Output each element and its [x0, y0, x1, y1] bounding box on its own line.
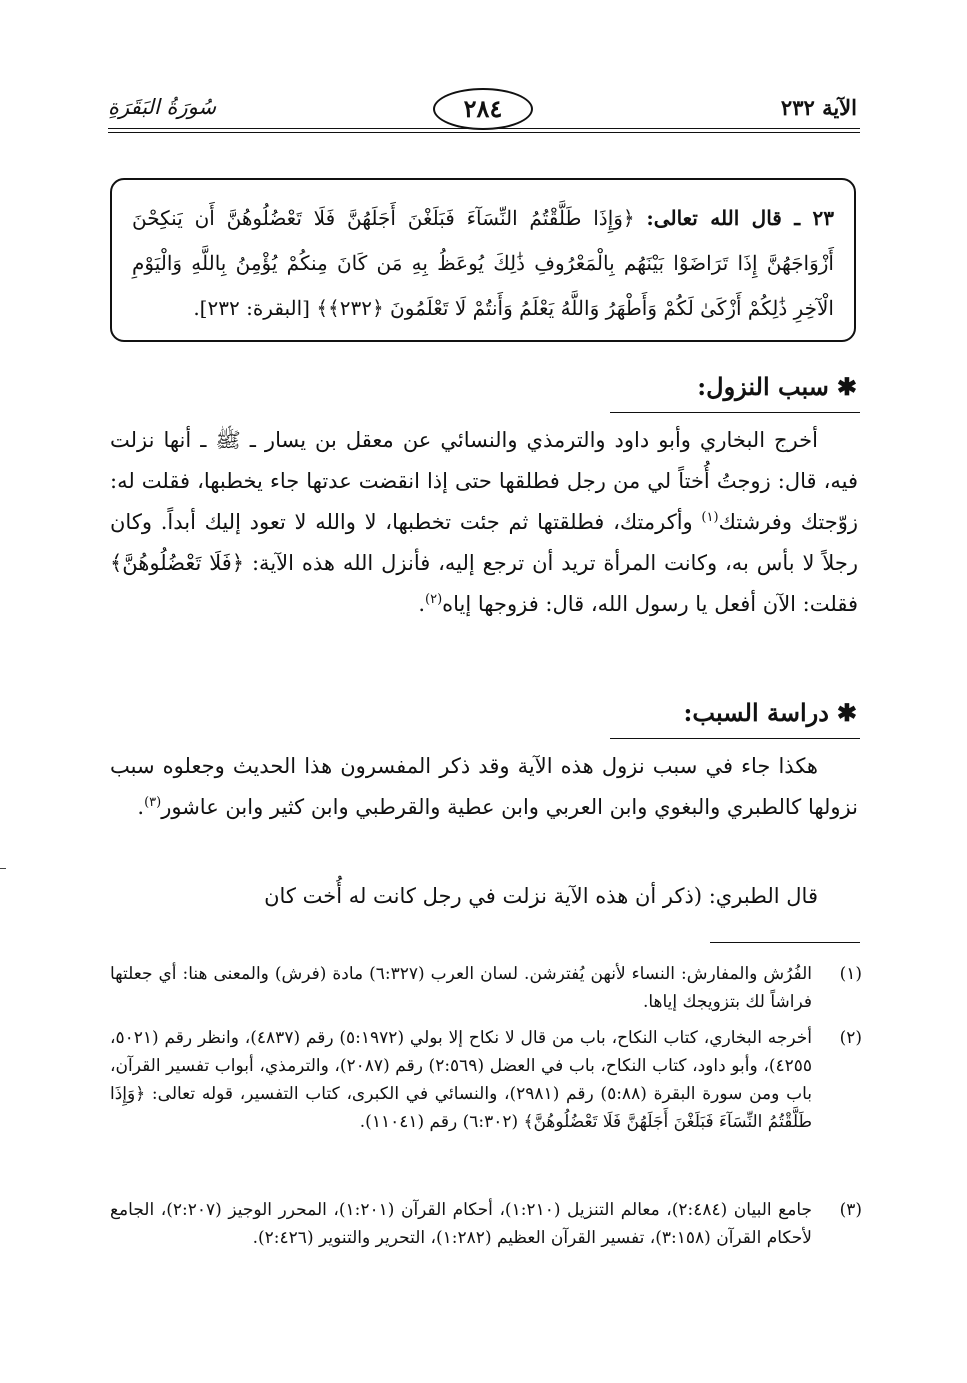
heading-underline: [610, 412, 860, 413]
study-paragraph: [110, 746, 858, 828]
para-text: أخرج البخاري وأبو داود والترمذي والنسائي عن معقل بن يسار ـ ﷺ ـ أنها نزلت فيه، قال: زوجتُ أُختاً لي من رجل فطلقها حتى إذا انقضت عدتها جاء يخطبها، فقلت له: زوّجتك وفرشتك: [110, 428, 858, 534]
star-bullet-icon: ✱: [836, 698, 857, 727]
heading-text: سبب النزول:: [697, 372, 829, 401]
footnote-text: جامع البيان (٢:٤٨٤)، معالم التنزيل (١:٢١٠)، أحكام القرآن (١:٢٠١)، المحرر الوجيز (٢:٢٠٧)، الجامع لأحكام القرآن (٣:١٥٨)، تفسير القرآن العظيم (١:٢٨٢)، التحرير والتنوير (٢:٤٢٦).: [110, 1200, 813, 1248]
footnote-text: الفُرُش والمفارش: النساء لأنهن يُفترشن. لسان العرب (٦:٣٢٧) مادة (فرش) والمعنى هنا: أي جعلتها فراشاً لك بتزويجك إياها.: [110, 964, 813, 1012]
surah-name: سُورَةُ البَقَرَةِ: [108, 95, 217, 119]
ayah-label: الآية ٢٣٢: [780, 95, 857, 120]
footnote-text: أخرجه البخاري، كتاب النكاح، باب من قال لا نكاح إلا بولي (٥:١٩٧٢) رقم (٤٨٣٧)، وانظر رقم (٥٠٢١، ٤٢٥٥)، وأبو داود، كتاب النكاح، باب في العضل (٢:٥٦٩) رقم (٢٠٨٧)، والترمذي، أبواب تفسير القرآن، باب ومن سورة البقرة (٥:٨٨) رقم (٢٩٨١)، والنسائي في الكبرى، كتاب التفسير، قوله تعالى: ﴿وَإِذَا طَلَّقْتُمُ النِّسَآءَ فَبَلَغْنَ أَجَلَهُنَّ فَلَا تَعْضُلُوهُنَّ﴾ (٦:٣٠٢) رقم (١١٠٤١).: [110, 1028, 813, 1132]
footnote-3: [110, 1196, 862, 1252]
page-number: ٢٨٤: [433, 88, 533, 130]
heading-underline: [610, 738, 860, 739]
verse-text: ﴿وَإِذَا طَلَّقْتُمُ النِّسَآءَ فَبَلَغْنَ أَجَلَهُنَّ فَلَا تَعْضُلُوهُنَّ أَن يَنكِحْنَ أَزْوَاجَهُنَّ إِذَا تَرَاضَوْا بَيْنَهُم بِالْمَعْرُوفِ ذَٰلِكَ يُوعَظُ بِهِ مَن كَانَ مِنكُمْ يُؤْمِنُ بِاللَّهِ وَالْيَوْمِ الْآخِرِ ذَٰلِكُمْ أَزْكَىٰ لَكُمْ وَأَطْهَرُ وَاللَّهُ يَعْلَمُ وَأَنتُمْ لَا تَعْلَمُونَ ﴿٢٣٢﴾﴾: [132, 206, 834, 320]
header-rule: [108, 128, 860, 129]
footnote-number: (٢): [839, 1028, 862, 1048]
footnote-ref-2[interactable]: (٢): [425, 592, 443, 607]
heading-text: دراسة السبب:: [683, 698, 829, 727]
star-bullet-icon: ✱: [836, 372, 857, 401]
verse-citation: [البقرة: ٢٣٢].: [193, 296, 310, 320]
verse-box: [110, 178, 856, 342]
footnote-ref-1[interactable]: (١): [701, 510, 719, 525]
footnote-number: (٣): [839, 1200, 862, 1220]
footnote-number: (١): [839, 964, 862, 984]
footnote-ref-3[interactable]: (٣): [144, 795, 162, 810]
revelation-paragraph: [110, 420, 858, 625]
footnote-2: [110, 1024, 862, 1136]
para-text: وأكرمتك، فطلقتها ثم جئت تخطبها، لا والله لا تعود إليك أبداً. وكان رجلاً لا بأس به، وكانت المرأة تريد أن ترجع إليه، فأنزل الله هذه الآية: ﴿فَلَا تَعْضُلُوهُنَّ﴾ فقلت: الآن أفعل يا رسول الله، قال: فزوجها إياه: [110, 510, 858, 616]
section-heading-revelation-cause: [697, 372, 857, 401]
header-rule-thin: [108, 132, 860, 133]
margin-mark: [0, 868, 6, 869]
para-text: .: [137, 795, 145, 819]
para-text: هكذا جاء في سبب نزول هذه الآية وقد ذكر المفسرون هذا الحديث وجعلوه سبب نزولها كالطبري والبغوي وابن العربي وابن عطية والقرطبي وابن كثير وابن عاشور: [110, 754, 858, 819]
footnote-separator: [710, 942, 860, 943]
tabari-paragraph: قال الطبري: (ذكر أن هذه الآية نزلت في رجل كانت له أُخت كان: [264, 884, 818, 908]
verse-number: ٢٣ ـ قال الله تعالى:: [646, 206, 834, 230]
section-heading-cause-study: [684, 698, 857, 727]
para-text: .: [418, 592, 426, 616]
footnote-1: [110, 960, 862, 1016]
